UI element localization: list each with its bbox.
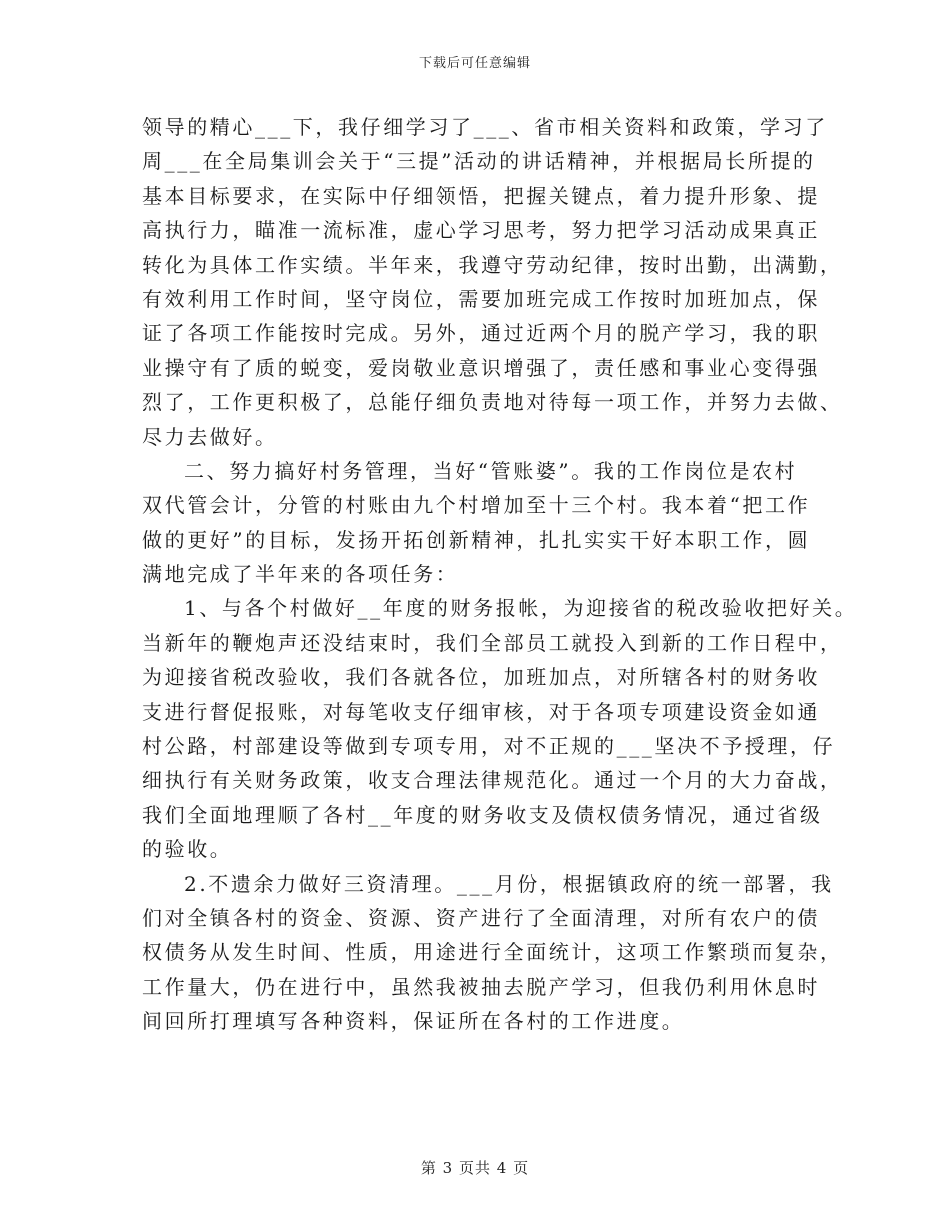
text-line: 2.不遗余力做好三资清理。___月份，根据镇政府的统一部署，我 — [184, 871, 834, 896]
text-line: 为迎接省税改验收，我们各就各位，加班加点，对所辖各村的财务收 — [142, 665, 820, 690]
text-line: 满地完成了半年来的各项任务： — [142, 562, 459, 587]
text-line: 做的更好”的目标，发扬开拓创新精神，扎扎实实干好本职工作，圆 — [142, 527, 811, 552]
text-line: 烈了，工作更积极了，总能仔细负责地对待每一项工作，并努力去做、 — [142, 390, 843, 415]
document-body — [142, 110, 858, 1039]
text-line: 当新年的鞭炮声还没结束时，我们全部员工就投入到新的工作日程中， — [142, 630, 843, 655]
text-line: 我们全面地理顺了各村__年度的财务收支及债权债务情况，通过省级 — [142, 802, 823, 827]
text-line: 的验收。 — [142, 837, 233, 862]
text-line: 工作量大，仍在进行中，虽然我被抽去脱产学习，但我仍利用休息时 — [142, 974, 820, 999]
text-line: 双代管会计，分管的村账由九个村增加至十三个村。我本着“把工作 — [142, 493, 811, 518]
text-line: 高执行力，瞄准一流标准，虚心学习思考，努力把学习活动成果真正 — [142, 218, 820, 243]
text-line: 权债务从发生时间、性质，用途进行全面统计，这项工作繁琐而复杂， — [142, 940, 843, 965]
text-line: 周___在全局集训会关于“三提”活动的讲话精神，并根据局长所提的 — [142, 149, 816, 174]
text-line: 间回所打理填写各种资料，保证所在各村的工作进度。 — [142, 1009, 685, 1034]
text-line: 证了各项工作能按时完成。另外，通过近两个月的脱产学习，我的职 — [142, 321, 820, 346]
text-line: 村公路，村部建设等做到专项专用，对不正规的___坚决不予授理，仔 — [142, 734, 836, 759]
page-number-footer: 第 3 页共 4 页 — [420, 1159, 530, 1177]
text-line: 转化为具体工作实绩。半年来，我遵守劳动纪律，按时出勤，出满勤， — [142, 252, 843, 277]
text-line: 细执行有关财务政策，收支合理法律规范化。通过一个月的大力奋战， — [142, 768, 843, 793]
text-line: 领导的精心___下，我仔细学习了___、省市相关资料和政策，学习了 — [142, 115, 828, 139]
text-line: 二、努力搞好村务管理，当好“管账婆”。我的工作岗位是农村 — [184, 458, 798, 483]
text-line: 业操守有了质的蜕变，爱岗敬业意识增强了，责任感和事业心变得强 — [142, 355, 820, 380]
page-header: 下载后可任意编辑 — [418, 56, 531, 71]
text-line: 1、与各个村做好__年度的财务报帐，为迎接省的税改验收把好关。 — [184, 596, 858, 621]
text-line: 支进行督促报账，对每笔收支仔细审核，对于各项专项建设资金如通 — [142, 699, 820, 724]
text-line: 尽力去做好。 — [142, 424, 278, 449]
text-line: 基本目标要求，在实际中仔细领悟，把握关键点，着力提升形象、提 — [142, 183, 820, 208]
text-line: 有效利用工作时间，坚守岗位，需要加班完成工作按时加班加点，保 — [142, 286, 820, 311]
text-line: 们对全镇各村的资金、资源、资产进行了全面清理，对所有农户的债 — [142, 905, 820, 930]
